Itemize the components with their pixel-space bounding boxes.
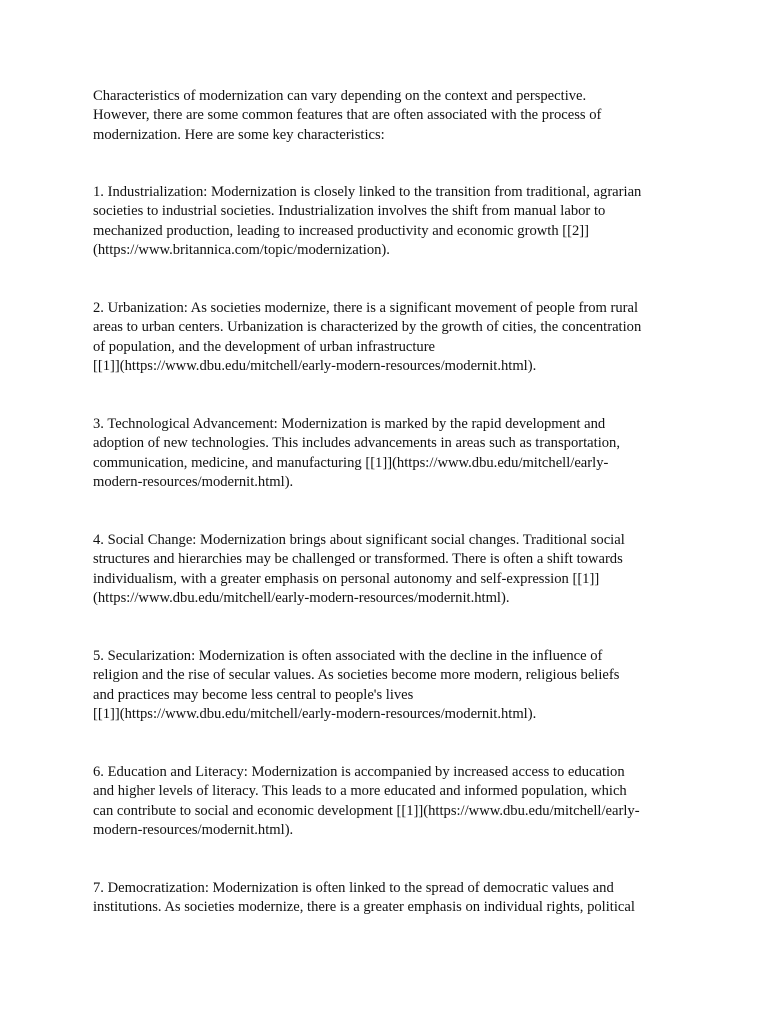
characteristic-education-literacy: 6. Education and Literacy: Modernization is accompanied by increased access to education and higher levels of literacy. This leads to a more educated and informed population, which can contribute to social and economic development [[1]](https://www.dbu.edu/mitchell/early- modern-resources/modernit.html). <box>93 764 640 838</box>
characteristic-technological-advancement: 3. Technological Advancement: Modernization is marked by the rapid development and adoption of new technologies. This includes advancements in areas such as transportation, communication, medicine, and manufacturing [[1]](https://www.dbu.edu/mitchell/early- modern-resources/modernit.html). <box>93 416 620 490</box>
characteristic-democratization: 7. Democratization: Modernization is often linked to the spread of democratic values and institutions. As societies modernize, there is a greater emphasis on individual rights, political <box>93 880 635 916</box>
characteristic-urbanization: 2. Urbanization: As societies modernize, there is a significant movement of people from rural areas to urban centers. Urbanization is characterized by the growth of cities, the concentration of population, and the development of urban infrastructure [[1]](https://www.dbu.edu/mitchell/early-modern-resources/modernit.html). <box>93 300 642 374</box>
intro-paragraph: Characteristics of modernization can vary depending on the context and perspective. However, there are some common features that are often associated with the process of modernization. Here are some key characteristics: <box>93 88 602 143</box>
characteristic-industrialization: 1. Industrialization: Modernization is closely linked to the transition from traditional, agrarian societies to industrial societies. Industrialization involves the shift from manual labor to mechanized production, leading to increased productivity and economic growth [[2]] (https://www.britannica.com/topic/modernization). <box>93 184 642 258</box>
characteristic-secularization: 5. Secularization: Modernization is often associated with the decline in the influence of religion and the rise of secular values. As societies become more modern, religious beliefs and practices may become less central to people's lives [[1]](https://www.dbu.edu/mitchell/early-modern-resources/modernit.html). <box>93 648 620 722</box>
characteristic-social-change: 4. Social Change: Modernization brings about significant social changes. Traditional social structures and hierarchies may be challenged or transformed. There is often a shift towards individualism, with a greater emphasis on personal autonomy and self-expression [[1]] (https://www.dbu.edu/mitchell/early-modern-resources/modernit.html). <box>93 532 625 606</box>
